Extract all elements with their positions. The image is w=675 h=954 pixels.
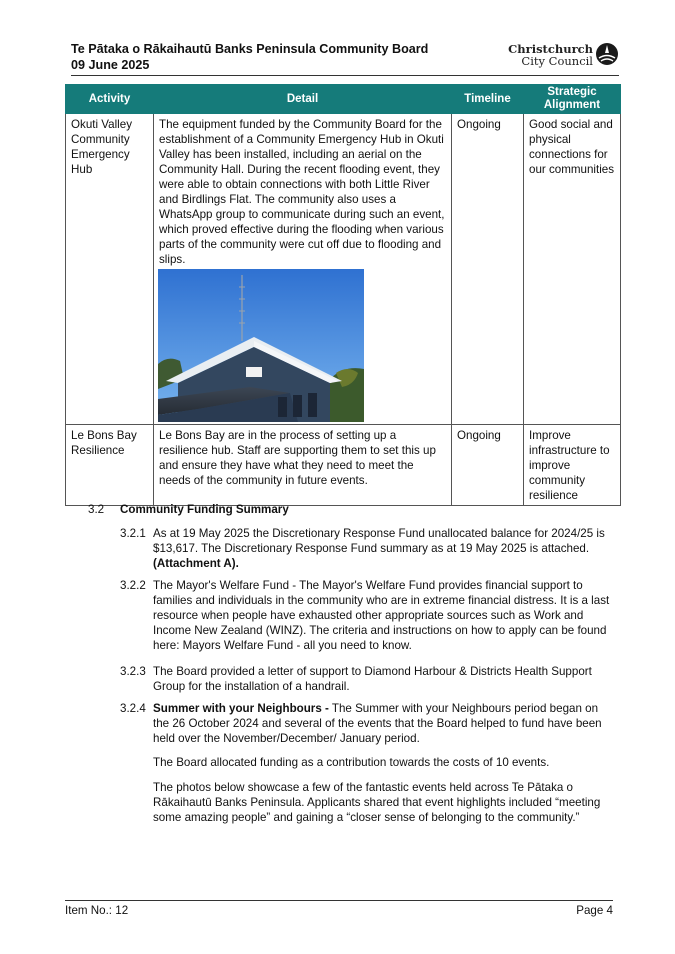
attachment-ref: (Attachment A).	[153, 557, 239, 570]
cell-detail: Le Bons Bay are in the process of setting up a resilience hub. Staff are supporting them to set this up and ensure they have what they need to meet the needs of the community in future events.	[154, 425, 452, 506]
paragraph-number: 3.2.3	[120, 665, 146, 678]
activity-table	[65, 84, 621, 506]
paragraph-3-2-2	[120, 578, 615, 653]
community-hall-photo	[158, 269, 364, 422]
paragraph-text: The Mayor's Welfare Fund - The Mayor's Welfare Fund provides financial support to families and individuals in the community who are in extreme financial distress. It is a last resource when people have exhausted other appropriate sources such as Work and Income New Zealand (WINZ). The criteria and instructions on how to apply can be found here: Mayors Welfare Fund - all you need to know.	[153, 579, 610, 652]
paragraph-text: The Board provided a letter of support to Diamond Harbour & Districts Health Support Group for the installation of a handrail.	[153, 665, 592, 693]
section-number: 3.2	[88, 503, 105, 516]
logo-line1: Christchurch	[508, 42, 593, 56]
cell-timeline: Ongoing	[452, 114, 524, 425]
paragraph-number: 3.2.2	[120, 579, 146, 592]
table-header-row	[66, 85, 621, 114]
paragraph-number: 3.2.4	[120, 702, 146, 715]
paragraph-text: As at 19 May 2025 the Discretionary Response Fund unallocated balance for 2024/25 is $13,617. The Discretionary Response Fund summary as at 19 May 2025 is attached.	[153, 527, 605, 555]
council-emblem-icon	[595, 42, 619, 66]
paragraph-number: 3.2.1	[120, 527, 146, 540]
paragraph-3-2-3	[120, 664, 615, 694]
paragraph-funding-note: The Board allocated funding as a contribution towards the costs of 10 events.	[153, 756, 550, 769]
document-date: 09 June 2025	[71, 58, 150, 72]
page-number: Page 4	[576, 904, 613, 917]
cell-detail	[154, 114, 452, 425]
col-header-timeline: Timeline	[452, 85, 524, 114]
cell-timeline: Ongoing	[452, 425, 524, 506]
page-header	[71, 41, 619, 76]
paragraph-3-2-4	[120, 701, 615, 746]
cell-alignment: Improve infrastructure to improve community resilience	[524, 425, 621, 506]
paragraph-3-2-1	[120, 526, 615, 571]
cell-activity: Okuti Valley Community Emergency Hub	[66, 114, 154, 425]
table-row	[66, 425, 621, 506]
paragraph-lead: Summer with your Neighbours -	[153, 702, 329, 715]
council-logo	[489, 41, 619, 71]
section-title: Community Funding Summary	[120, 503, 289, 516]
paragraph-text: The Summer with your Neighbours period began on the 26 October 2024 and several of the events that the Board helped to fund have been held over the November/December/ January period.	[153, 702, 602, 745]
paragraph-photos-intro: The photos below showcase a few of the fantastic events held across Te Pātaka o Rākaihautū Banks Peninsula. Applicants shared that event highlights included “meeting some amazing people” and gaining a “closer sense of belonging to the community.”	[153, 781, 601, 824]
col-header-detail: Detail	[154, 85, 452, 114]
col-header-alignment: Strategic Alignment	[524, 85, 621, 114]
detail-text: The equipment funded by the Community Board for the establishment of a Community Emergency Hub in Okuti Valley has been installed, including an aerial on the Community Hall. During the recent flooding event, they were able to obtain connections with both Little River and Birdlings Flat. The community also uses a WhatsApp group to communicate during such an event, which proved effective during the flooding when various parts of the community were cut off due to flooding and slips.	[159, 118, 445, 266]
cell-activity: Le Bons Bay Resilience	[66, 425, 154, 506]
item-number: Item No.: 12	[65, 904, 129, 917]
page-footer	[65, 900, 613, 918]
document-title: Te Pātaka o Rākaihautū Banks Peninsula Community Board	[71, 42, 429, 56]
table-row	[66, 114, 621, 425]
col-header-activity: Activity	[66, 85, 154, 114]
logo-line2: City Council	[521, 54, 593, 68]
cell-alignment: Good social and physical connections for our communities	[524, 114, 621, 425]
